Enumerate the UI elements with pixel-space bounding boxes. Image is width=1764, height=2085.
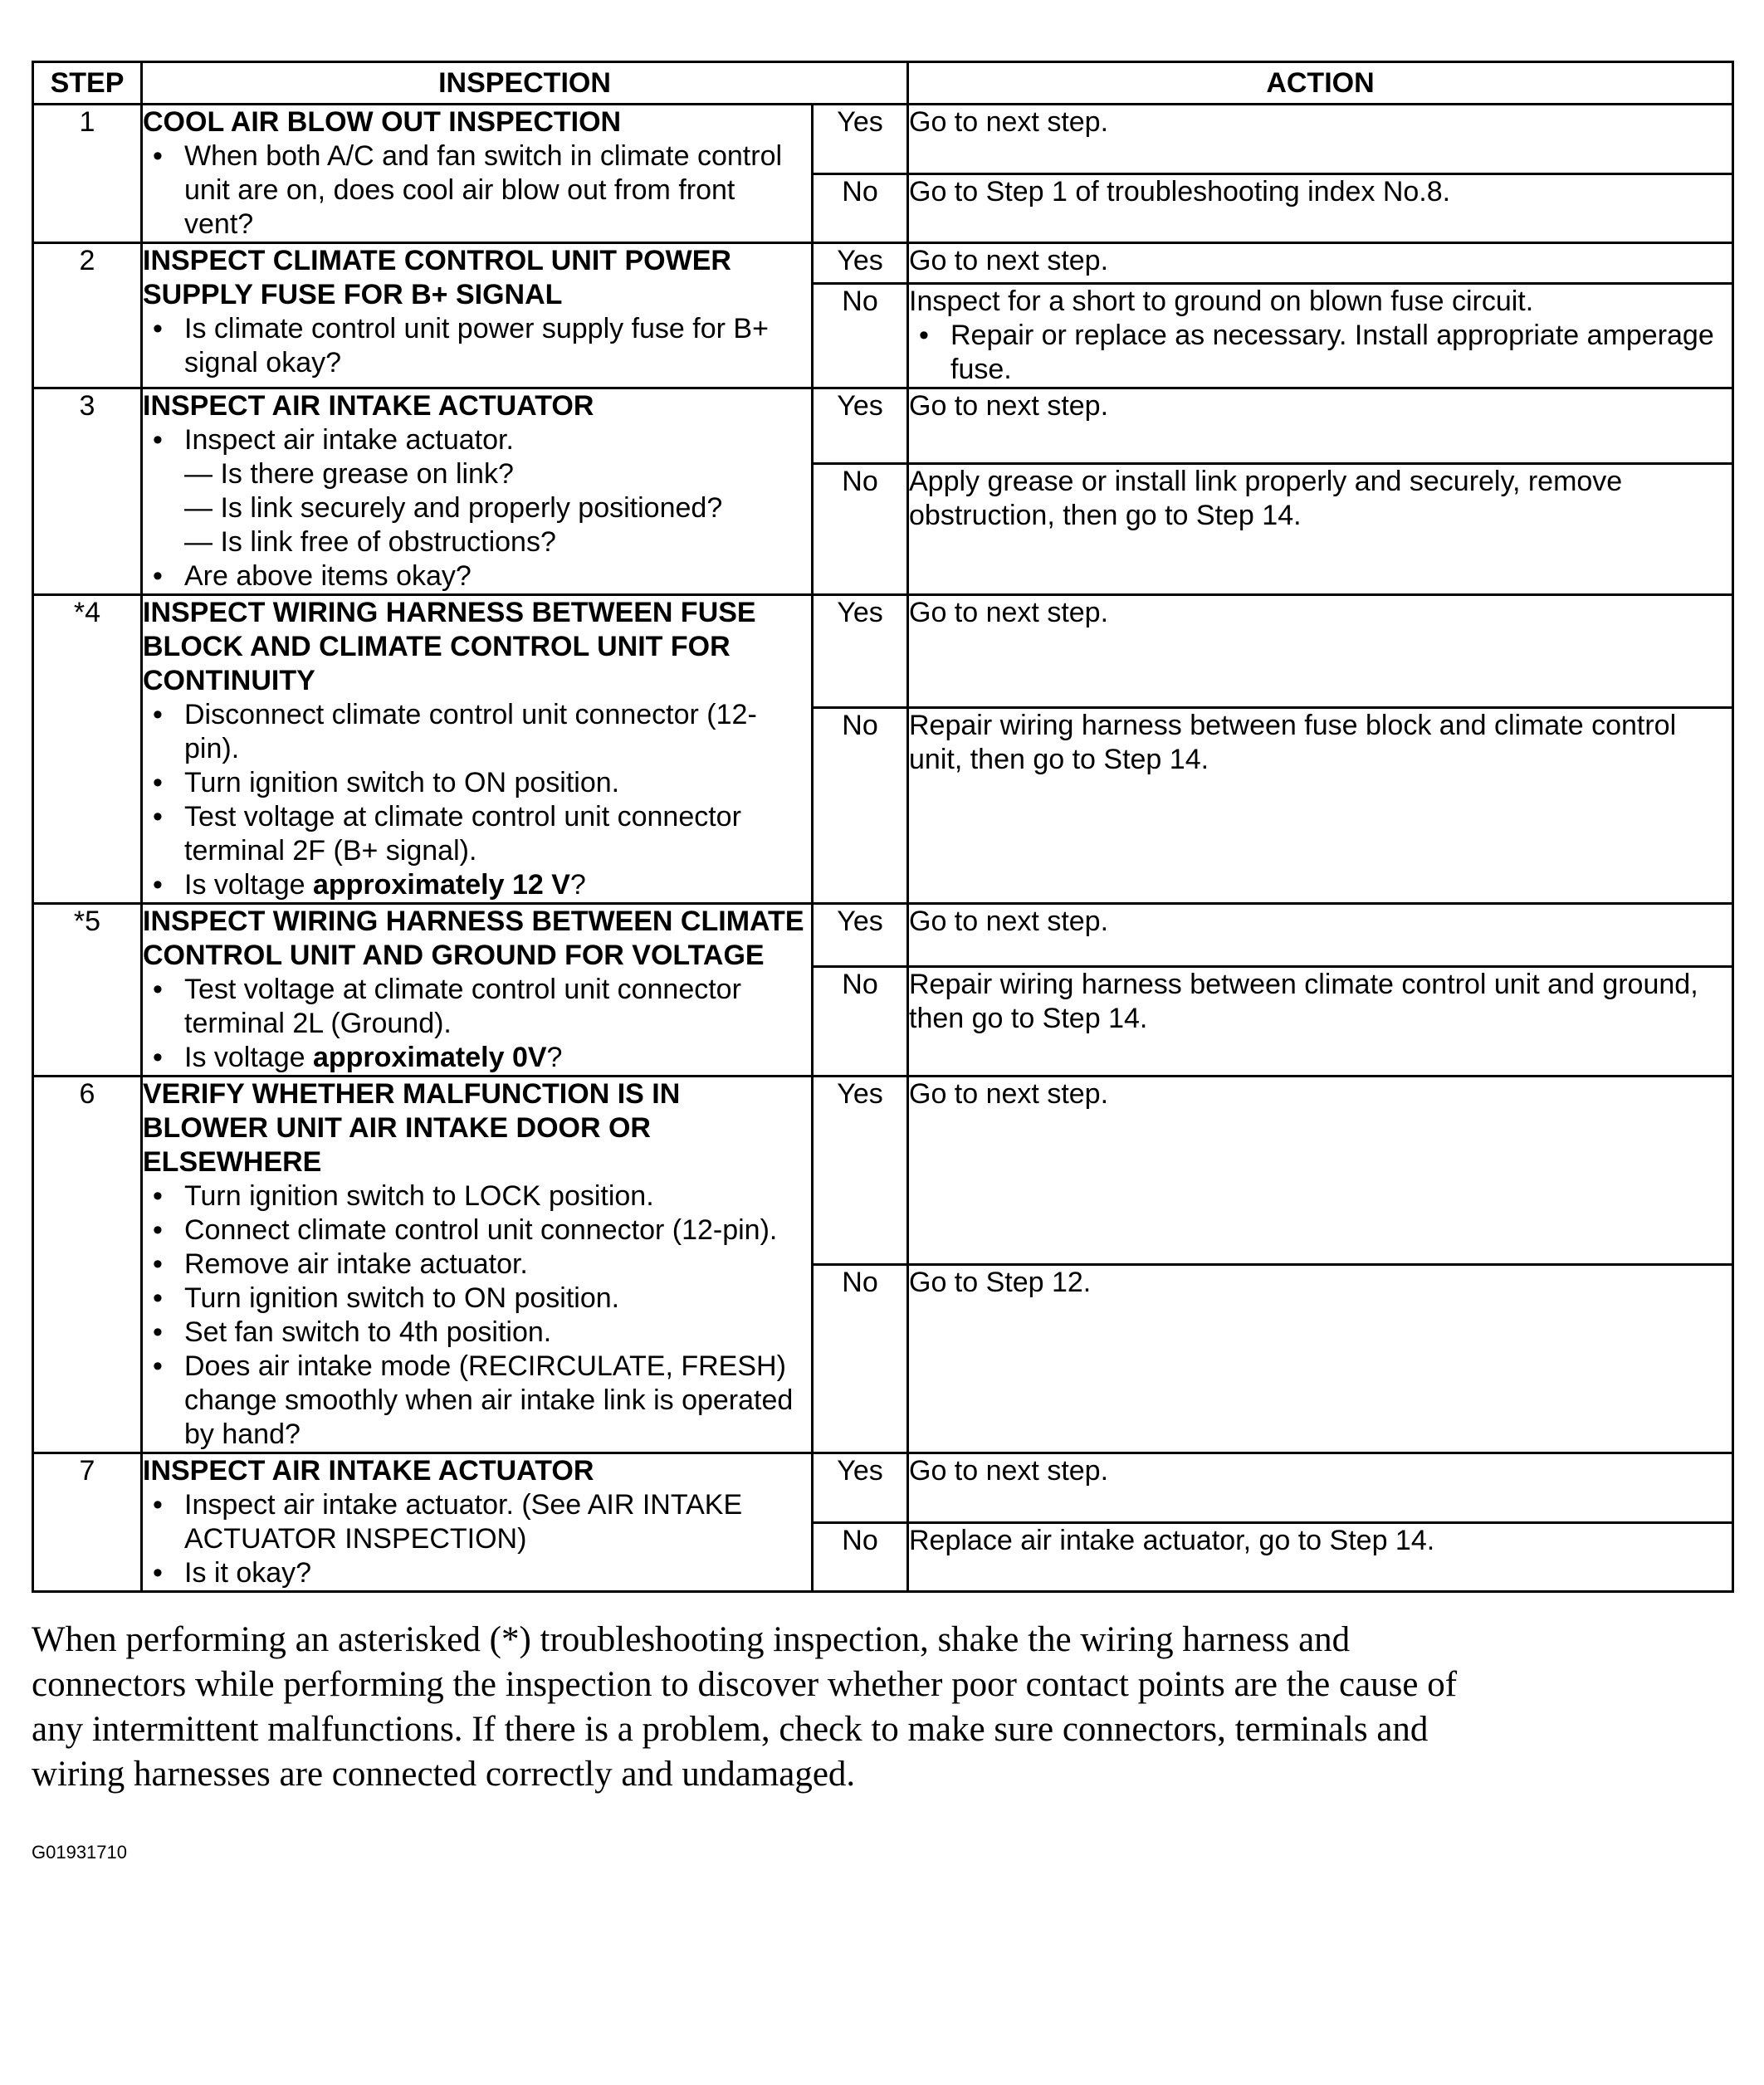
sub-item <box>143 457 811 491</box>
list-item <box>143 1213 811 1248</box>
step-number: *5 <box>33 904 142 1077</box>
bullet-icon: • <box>153 1248 163 1280</box>
item-text: Is voltage <box>184 869 313 901</box>
no-action: Repair wiring harness between climate control unit and ground, then go to Step 14. <box>909 969 1698 1035</box>
no-label: No <box>813 464 908 595</box>
no-label: No <box>813 967 908 1077</box>
list-item <box>143 1350 811 1452</box>
yes-label: Yes <box>813 105 908 174</box>
item-emphasis: approximately 0V <box>312 1042 547 1073</box>
list-item <box>143 973 811 1041</box>
yes-label: Yes <box>813 1453 908 1523</box>
list-item <box>143 1041 811 1075</box>
inspection-title: INSPECT WIRING HARNESS BETWEEN CLIMATE CONTROL UNIT AND GROUND FOR VOLTAGE <box>143 906 804 971</box>
table-row <box>33 1077 1733 1265</box>
yes-label: Yes <box>813 243 908 284</box>
table-row <box>33 1453 1733 1523</box>
inspection-list <box>143 423 811 593</box>
inspection-title: INSPECT AIR INTAKE ACTUATOR <box>143 1455 594 1487</box>
table-row <box>33 105 1733 174</box>
header-inspection: INSPECTION <box>142 62 908 105</box>
yes-action: Go to next step. <box>908 388 1733 464</box>
inspection-title: INSPECT CLIMATE CONTROL UNIT POWER SUPPLY FUSE FOR B+ SIGNAL <box>143 245 731 310</box>
no-action-cell <box>908 464 1733 595</box>
list-item <box>143 766 811 800</box>
item-text: Inspect air intake actuator. <box>184 424 514 456</box>
no-action-cell <box>908 284 1733 388</box>
action-list <box>909 319 1732 387</box>
bullet-icon: • <box>153 1557 163 1589</box>
no-action: Repair wiring harness between fuse block and climate control unit, then go to Step 14. <box>909 710 1677 776</box>
item-text: Test voltage at climate control unit connector terminal 2L (Ground). <box>184 974 741 1039</box>
yes-label: Yes <box>813 388 908 464</box>
list-item <box>143 800 811 868</box>
item-text: Is it okay? <box>184 1557 312 1589</box>
bullet-icon: • <box>919 320 929 351</box>
yes-action: Go to next step. <box>908 105 1733 174</box>
inspection-cell <box>142 105 813 243</box>
inspection-title: INSPECT AIR INTAKE ACTUATOR <box>143 390 594 422</box>
inspection-cell <box>142 595 813 904</box>
inspection-cell <box>142 904 813 1077</box>
item-text: Turn ignition switch to LOCK position. <box>184 1180 654 1212</box>
sub-item-text: — Is there grease on link? <box>184 458 514 490</box>
no-action: Go to Step 1 of troubleshooting index No.8. <box>909 175 1451 208</box>
list-item <box>143 1282 811 1316</box>
bullet-icon: • <box>153 1180 163 1212</box>
item-text: Turn ignition switch to ON position. <box>184 767 620 798</box>
item-text: Connect climate control unit connector (12-pin). <box>184 1214 778 1246</box>
list-item <box>143 423 811 457</box>
inspection-list <box>143 1488 811 1590</box>
item-text: Remove air intake actuator. <box>184 1248 528 1280</box>
figure-id: G01931710 <box>32 1842 127 1863</box>
asterisk-note: When performing an asterisked (*) troubleshooting inspection, shake the wiring harness and connectors while performing the inspection to discover whether poor contact points are the cause of any intermittent malfunctions. If there is a problem, check to make sure connectors, terminals and wiring harnesses are connected correctly and undamaged. <box>32 1620 1458 1794</box>
bullet-icon: • <box>153 801 163 833</box>
inspection-list <box>143 312 811 380</box>
no-label: No <box>813 1265 908 1453</box>
yes-action: Go to next step. <box>908 243 1733 284</box>
inspection-list <box>143 1179 811 1452</box>
sub-item-text: — Is link free of obstructions? <box>184 526 556 558</box>
table-row <box>33 595 1733 708</box>
inspection-title: VERIFY WHETHER MALFUNCTION IS IN BLOWER UNIT AIR INTAKE DOOR OR ELSEWHERE <box>143 1078 681 1178</box>
sub-item <box>143 525 811 559</box>
no-action-cell <box>908 1522 1733 1592</box>
no-action: Apply grease or install link properly and securely, remove obstruction, then go to Step 14. <box>909 466 1623 532</box>
item-emphasis: approximately 12 V <box>312 869 570 901</box>
step-number: 1 <box>33 105 142 243</box>
step-number: 3 <box>33 388 142 595</box>
no-action-cell <box>908 1265 1733 1453</box>
no-label: No <box>813 284 908 388</box>
inspection-cell <box>142 388 813 595</box>
bullet-icon: • <box>153 1282 163 1314</box>
bullet-icon: • <box>153 1214 163 1246</box>
inspection-title: INSPECT WIRING HARNESS BETWEEN FUSE BLOCK AND CLIMATE CONTROL UNIT FOR CONTINUITY <box>143 597 756 696</box>
yes-action: Go to next step. <box>908 1077 1733 1265</box>
header-action: ACTION <box>908 62 1733 105</box>
bullet-icon: • <box>153 424 163 456</box>
step-number: 6 <box>33 1077 142 1453</box>
sub-item <box>143 491 811 525</box>
inspection-list <box>143 139 811 242</box>
list-item <box>143 868 811 902</box>
troubleshooting-document <box>32 61 1732 1863</box>
inspection-list <box>143 698 811 902</box>
bullet-icon: • <box>153 767 163 798</box>
item-text: ? <box>546 1042 563 1073</box>
item-text: Test voltage at climate control unit connector terminal 2F (B+ signal). <box>184 801 741 867</box>
inspection-list <box>143 973 811 1075</box>
item-text: ? <box>569 869 586 901</box>
item-text: Set fan switch to 4th position. <box>184 1316 552 1348</box>
bullet-icon: • <box>153 1042 163 1073</box>
table-row <box>33 388 1733 464</box>
list-item <box>143 139 811 242</box>
no-label: No <box>813 708 908 904</box>
sub-item-text: — Is link securely and properly positioned? <box>184 492 723 524</box>
inspection-cell <box>142 1453 813 1592</box>
list-item <box>909 319 1732 387</box>
yes-label: Yes <box>813 1077 908 1265</box>
yes-label: Yes <box>813 904 908 967</box>
no-action-cell <box>908 173 1733 243</box>
list-item <box>143 559 811 593</box>
table-row <box>33 243 1733 284</box>
list-item <box>143 1179 811 1213</box>
yes-label: Yes <box>813 595 908 708</box>
table-row <box>33 904 1733 967</box>
inspection-cell <box>142 243 813 388</box>
item-text: Does air intake mode (RECIRCULATE, FRESH) change smoothly when air intake link is operated by hand? <box>184 1350 794 1450</box>
yes-action: Go to next step. <box>908 1453 1733 1523</box>
item-text: Are above items okay? <box>184 560 472 592</box>
list-item <box>143 312 811 380</box>
header-step: STEP <box>33 62 142 105</box>
step-number: *4 <box>33 595 142 904</box>
item-text: Inspect air intake actuator. (See AIR INTAKE ACTUATOR INSPECTION) <box>184 1489 743 1555</box>
troubleshooting-table <box>32 61 1734 1593</box>
bullet-icon: • <box>153 1489 163 1521</box>
list-item <box>143 1248 811 1282</box>
item-text: Is voltage <box>184 1042 313 1073</box>
yes-action: Go to next step. <box>908 904 1733 967</box>
bullet-icon: • <box>153 1350 163 1382</box>
item-text: Turn ignition switch to ON position. <box>184 1282 620 1314</box>
list-item <box>143 1488 811 1556</box>
step-number: 7 <box>33 1453 142 1592</box>
no-label: No <box>813 1522 908 1592</box>
list-item <box>143 1316 811 1350</box>
item-text: When both A/C and fan switch in climate control unit are on, does cool air blow out from front vent? <box>184 140 783 240</box>
no-action: Go to Step 12. <box>909 1267 1092 1298</box>
bullet-icon: • <box>153 313 163 344</box>
item-text: Repair or replace as necessary. Install appropriate amperage fuse. <box>950 320 1714 385</box>
no-action-cell <box>908 967 1733 1077</box>
bullet-icon: • <box>153 1316 163 1348</box>
list-item <box>143 698 811 766</box>
table-header-row <box>33 62 1733 105</box>
no-action: Inspect for a short to ground on blown fuse circuit. <box>909 286 1534 317</box>
no-action-cell <box>908 708 1733 904</box>
item-text: Is climate control unit power supply fuse for B+ signal okay? <box>184 313 769 378</box>
inspection-title: COOL AIR BLOW OUT INSPECTION <box>143 106 622 138</box>
no-action: Replace air intake actuator, go to Step 14. <box>909 1524 1435 1556</box>
step-number: 2 <box>33 243 142 388</box>
list-item <box>143 1556 811 1590</box>
yes-action: Go to next step. <box>908 595 1733 708</box>
inspection-cell <box>142 1077 813 1453</box>
bullet-icon: • <box>153 560 163 592</box>
bullet-icon: • <box>153 699 163 730</box>
bullet-icon: • <box>153 140 163 172</box>
item-text: Disconnect climate control unit connector (12-pin). <box>184 699 757 764</box>
bullet-icon: • <box>153 974 163 1005</box>
no-label: No <box>813 173 908 243</box>
bullet-icon: • <box>153 869 163 901</box>
